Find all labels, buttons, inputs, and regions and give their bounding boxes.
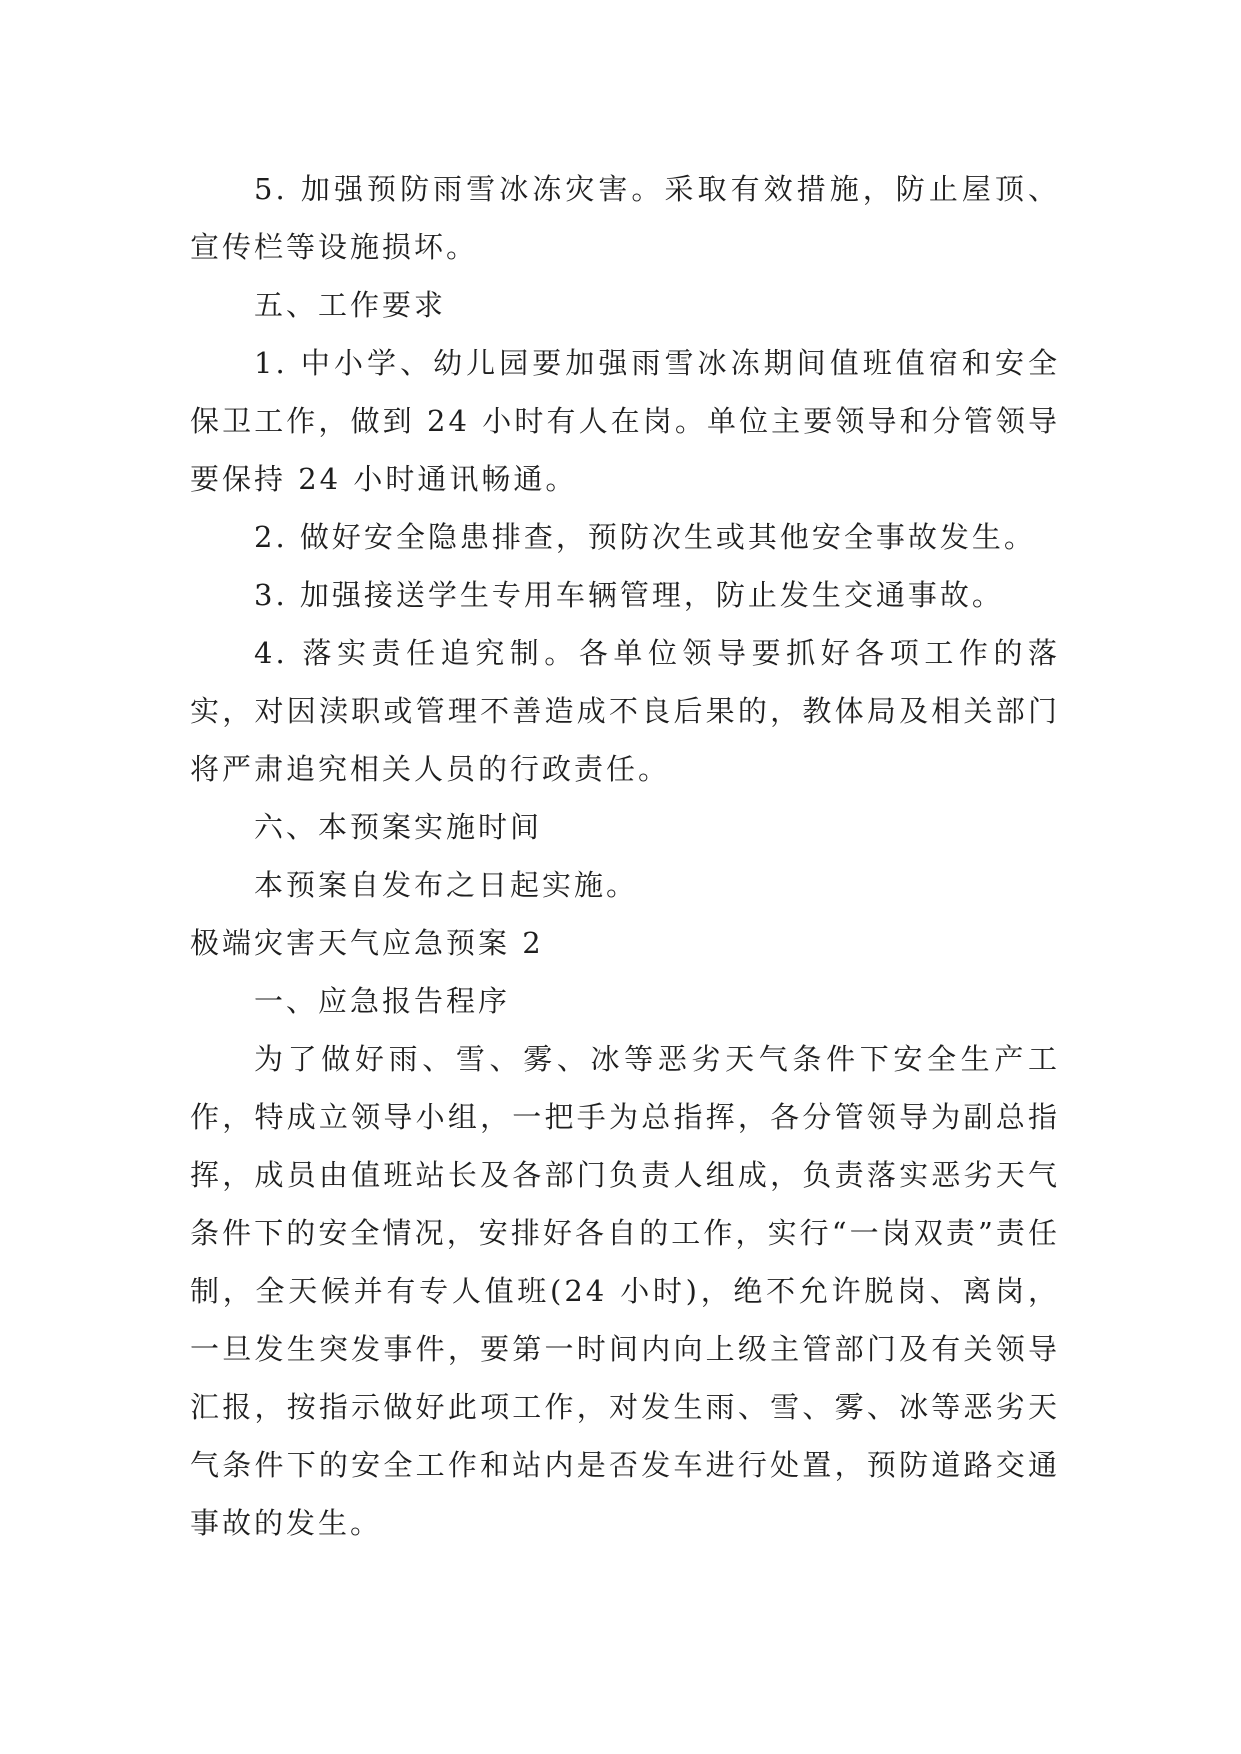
paragraph-item-5: 5. 加强预防雨雪冰冻灾害。采取有效措施，防止屋顶、宣传栏等设施损坏。 [190, 172, 1060, 264]
section-heading-work-requirements: 五、工作要求 [254, 288, 447, 322]
paragraph-item-2: 2. 做好安全隐患排查，预防次生或其他安全事故发生。 [254, 520, 1036, 554]
paragraph-item-4: 4. 落实责任追究制。各单位领导要抓好各项工作的落实，对因渎职或管理不善造成不良后果的，教体局及相关部门将严肃追究相关人员的行政责任。 [190, 636, 1060, 786]
document-body [190, 160, 1060, 1552]
document-subtitle: 极端灾害天气应急预案 2 [190, 926, 544, 960]
section-heading-reporting-procedure: 一、应急报告程序 [254, 984, 511, 1018]
paragraph-reporting-procedure: 为了做好雨、雪、雾、冰等恶劣天气条件下安全生产工作，特成立领导小组，一把手为总指挥，各分管领导为副总指挥，成员由值班站长及各部门负责人组成，负责落实恶劣天气条件下的安全情况，安排好各自的工作，实行“一岗双责”责任制，全天候并有专人值班(24 小时)，绝不允许脱岗、离岗，一旦发生突发事件，要第一时间内向上级主管部门及有关领导汇报，按指示做好此项工作，对发生雨、雪、雾、冰等恶劣天气条件下的安全工作和站内是否发车进行处置，预防道路交通事故的发生。 [190, 1042, 1060, 1540]
paragraph-item-1: 1. 中小学、幼儿园要加强雨雪冰冻期间值班值宿和安全保卫工作，做到 24 小时有人在岗。单位主要领导和分管领导要保持 24 小时通讯畅通。 [190, 346, 1060, 496]
section-heading-implementation-time: 六、本预案实施时间 [254, 810, 543, 844]
paragraph-implementation: 本预案自发布之日起实施。 [254, 868, 639, 902]
paragraph-item-3: 3. 加强接送学生专用车辆管理，防止发生交通事故。 [254, 578, 1004, 612]
